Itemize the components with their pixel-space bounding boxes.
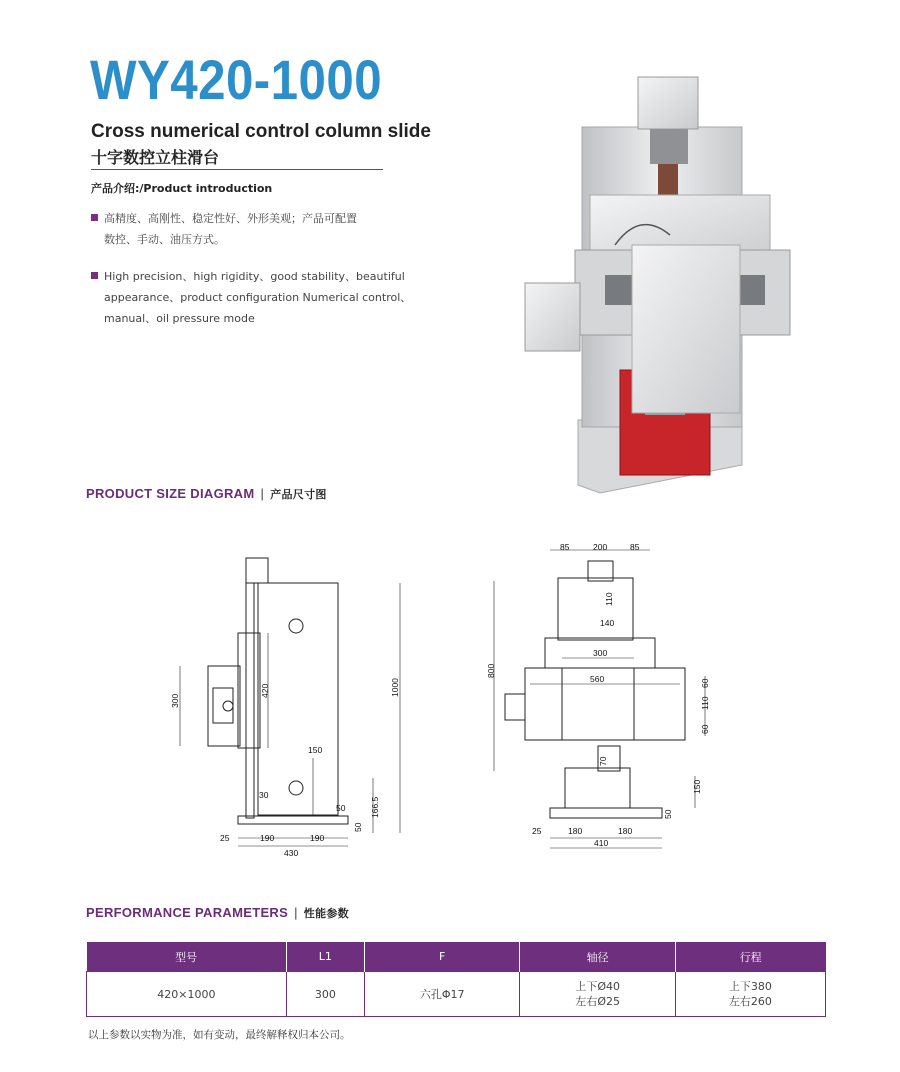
- bullet-icon: [91, 214, 98, 221]
- dim-label: 410: [594, 838, 609, 848]
- dim-label: 85: [560, 542, 570, 552]
- cell-f: 六孔Φ17: [364, 972, 519, 1017]
- cell-stroke-line1: 上下380: [728, 980, 772, 993]
- dim-label: 180: [618, 826, 633, 836]
- dim-label: 150: [308, 745, 323, 755]
- dim-label: 300: [593, 648, 608, 658]
- cell-stroke: [675, 972, 825, 1017]
- dim-label: 150: [692, 779, 702, 794]
- cell-shaft-line1: 上下Ø40: [575, 980, 620, 993]
- dim-label: 200: [593, 542, 608, 552]
- dim-label: 1000: [390, 678, 400, 697]
- dim-label: 70: [598, 756, 608, 766]
- size-diagram-title-en: PRODUCT SIZE DIAGRAM: [86, 486, 255, 501]
- dim-label: 140: [600, 618, 615, 628]
- intro-en-paragraph: [91, 266, 421, 329]
- front-dimension-labels: [486, 542, 710, 848]
- cell-model: 420×1000: [87, 972, 287, 1017]
- performance-title-en: PERFORMANCE PARAMETERS: [86, 905, 289, 920]
- header-f: F: [364, 942, 519, 972]
- dim-label: 50: [663, 809, 673, 819]
- dim-label: 300: [170, 693, 180, 708]
- parameters-table: [86, 942, 826, 1017]
- cell-shaft-line2: 左右Ø25: [575, 995, 620, 1008]
- dim-label: 60: [700, 678, 710, 688]
- cell-stroke-line2: 左右260: [728, 995, 772, 1008]
- intro-label: 产品介绍:/Product introduction: [91, 182, 273, 195]
- front-view-drawing: [480, 536, 720, 861]
- model-title: WY420-1000: [90, 48, 383, 111]
- dim-label: 190: [260, 833, 275, 843]
- product-title-en: Cross numerical control column slide: [91, 121, 431, 142]
- dim-label: 50: [353, 822, 363, 832]
- bullet-icon: [91, 272, 98, 279]
- side-dimension-labels: [170, 678, 400, 858]
- dim-label: 166.5: [370, 796, 380, 818]
- intro-cn-paragraph: [91, 208, 421, 250]
- cell-shaft: [520, 972, 675, 1017]
- table-header-row: [87, 942, 826, 972]
- intro-cn-line1: 高精度、高刚性、稳定性好、外形美观；产品可配置: [104, 212, 357, 225]
- intro-en-line1: High precision、high rigidity、good stability、beautiful: [104, 270, 405, 283]
- header-model: 型号: [87, 942, 287, 972]
- dim-label: 25: [220, 833, 230, 843]
- dim-label: 190: [310, 833, 325, 843]
- size-diagram-heading: [86, 486, 327, 502]
- header-shaft: 轴径: [520, 942, 675, 972]
- performance-title-cn: 性能参数: [303, 907, 349, 920]
- side-view-drawing: [168, 548, 413, 863]
- heading-separator: |: [260, 486, 265, 501]
- performance-heading: [86, 905, 349, 921]
- dim-label: 560: [590, 674, 605, 684]
- heading-separator: |: [294, 905, 298, 920]
- dim-label: 25: [532, 826, 542, 836]
- dim-label: 180: [568, 826, 583, 836]
- header-stroke: 行程: [675, 942, 825, 972]
- product-photo: [520, 75, 800, 500]
- dim-label: 420: [260, 683, 270, 698]
- dim-label: 110: [700, 696, 710, 710]
- footnote: 以上参数以实物为准，如有变动，最终解释权归本公司。: [88, 1029, 351, 1041]
- header-l1: L1: [286, 942, 364, 972]
- dim-label: 110: [604, 592, 614, 606]
- dim-label: 800: [486, 663, 496, 678]
- intro-en-line3: manual、oil pressure mode: [104, 312, 255, 325]
- intro-cn-line2: 数控、手动、油压方式。: [104, 233, 225, 246]
- dim-label: 50: [336, 803, 346, 813]
- table-row: [87, 972, 826, 1017]
- product-title-cn: 十字数控立柱滑台: [91, 148, 220, 167]
- cell-l1: 300: [286, 972, 364, 1017]
- dim-label: 60: [700, 724, 710, 734]
- size-diagram-title-cn: 产品尺寸图: [270, 488, 327, 501]
- dim-label: 30: [259, 790, 269, 800]
- intro-en-line2: appearance、product configuration Numerical control、: [104, 291, 412, 304]
- dim-label: 430: [284, 848, 299, 858]
- dim-label: 85: [630, 542, 640, 552]
- title-divider: [91, 169, 383, 170]
